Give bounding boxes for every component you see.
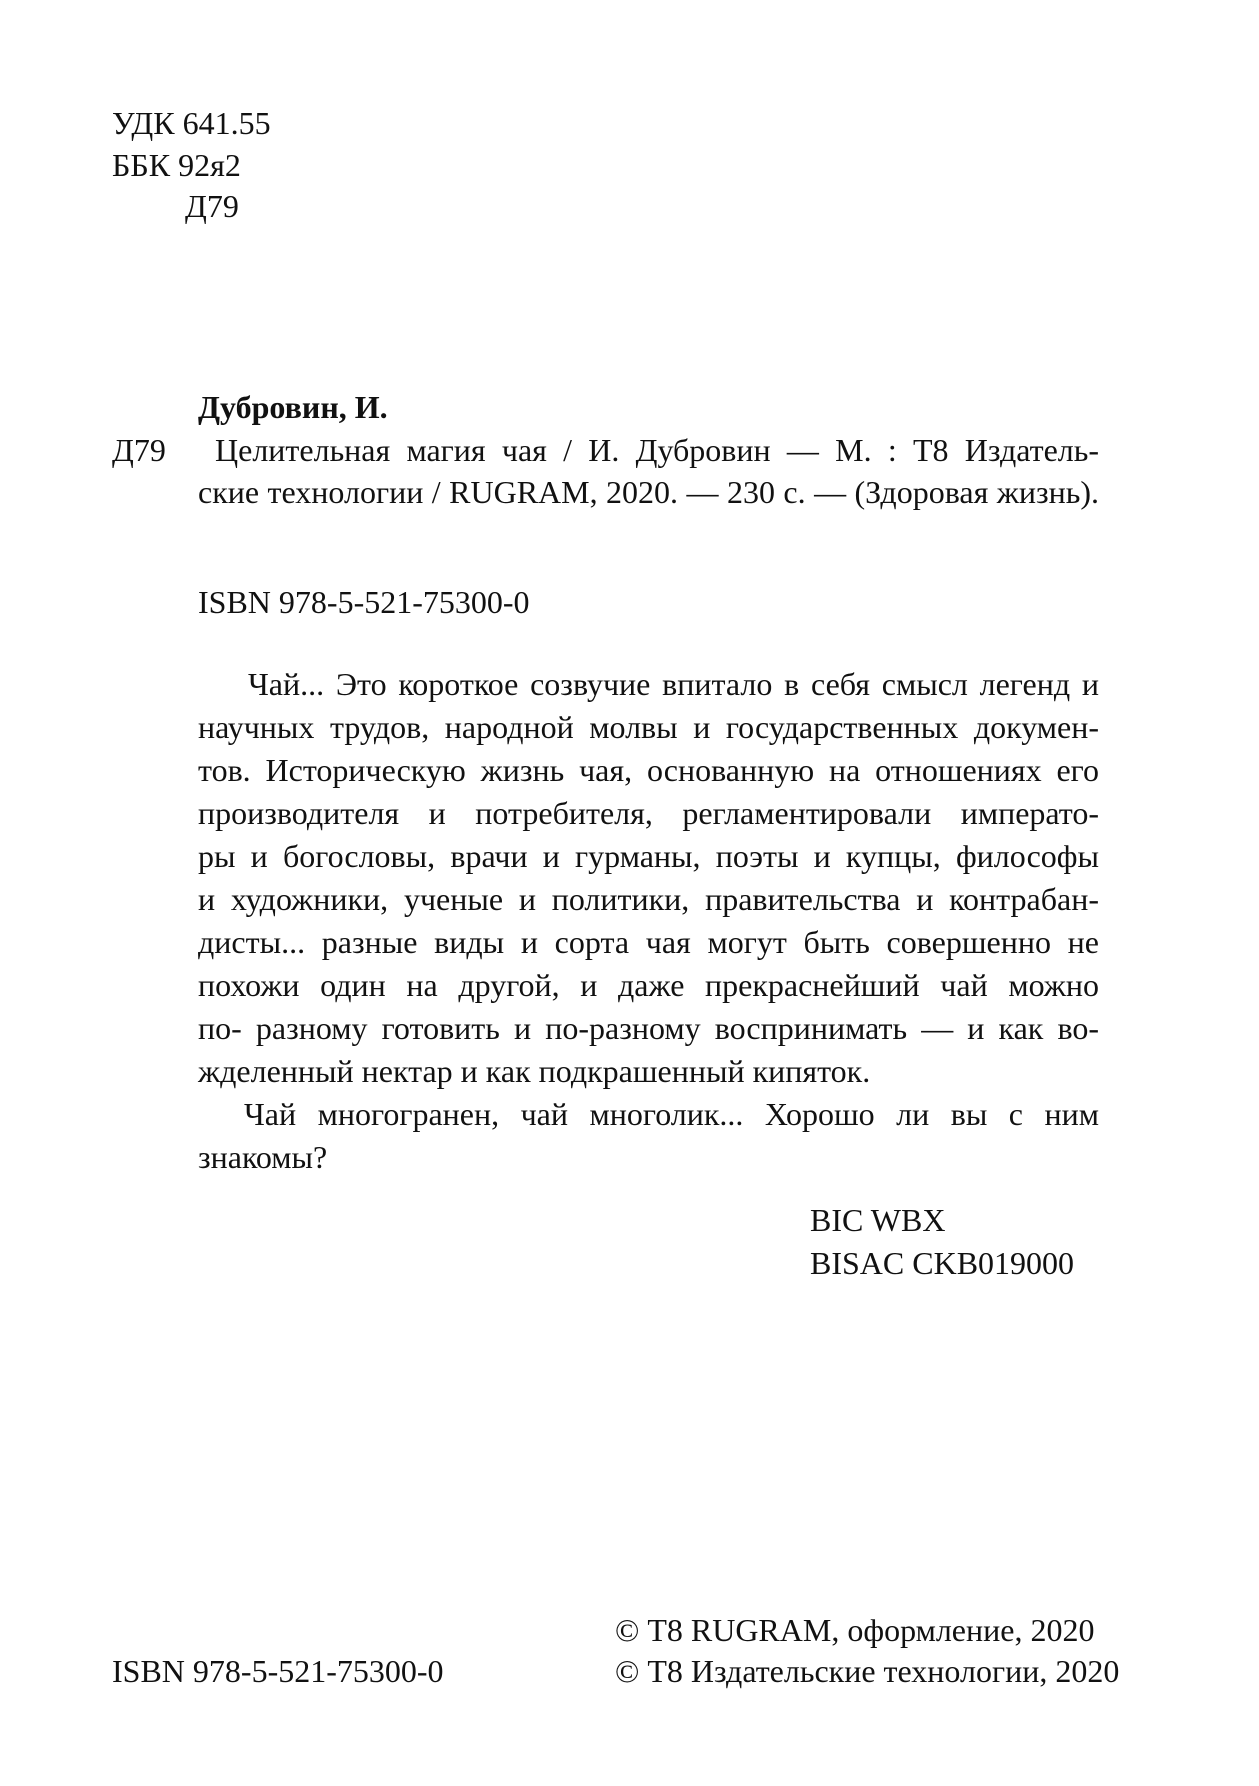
annotation [198, 664, 1099, 1180]
bib-description-line: Целительная магия чая / И. Дубровин — М. : Т8 Издатель- [215, 432, 1099, 468]
copyright-line: © Т8 Издательские технологии, 2020 [615, 1653, 1120, 1689]
bib-description-line: ские технологии / RUGRAM, 2020. — 230 с. — (Здоровая жизнь). [198, 473, 1099, 510]
annotation-line: по- разному готовить и по-разному воспринимать — и как во- [198, 1010, 1099, 1046]
classification-codes [112, 103, 271, 228]
copyright-line: © Т8 RUGRAM, оформление, 2020 [615, 1612, 1095, 1648]
annotation-line: похожи один на другой, и даже прекраснейший чай можно [198, 967, 1099, 1003]
annotation-line: ры и богословы, врачи и гурманы, поэты и купцы, философы [198, 838, 1099, 874]
annotation-line: знакомы? [198, 1139, 328, 1175]
bic-code: BIC WBX [810, 1202, 946, 1238]
bbk-code: ББК 92я2 [112, 146, 241, 183]
annotation-line: тов. Историческую жизнь чая, основанную на отношениях его [198, 752, 1099, 788]
author-name: Дубровин, И. [198, 389, 388, 425]
annotation-line: жделенный нектар и как подкрашенный кипяток. [198, 1053, 871, 1089]
annotation-line: Чай... Это короткое созвучие впитало в себя смысл легенд и [248, 666, 1099, 702]
isbn-main: ISBN 978-5-521-75300-0 [198, 584, 530, 620]
annotation-line: Чай многогранен, чай многолик... Хорошо ли вы с ним [244, 1096, 1099, 1132]
copyright-notices [615, 1610, 1119, 1692]
author-sign: Д79 [185, 188, 239, 225]
annotation-line: производителя и потребителя, регламентировали императо- [198, 795, 1099, 831]
subject-codes [810, 1200, 1074, 1286]
bibliographic-description [198, 430, 1099, 513]
annotation-line: научных трудов, народной молвы и государственных докумен- [198, 709, 1099, 745]
annotation-line: и художники, ученые и политики, правительства и контрабан- [198, 881, 1099, 917]
isbn-footer: ISBN 978-5-521-75300-0 [112, 1653, 444, 1689]
udk-code: УДК 641.55 [112, 105, 271, 141]
annotation-line: дисты... разные виды и сорта чая могут быть совершенно не [198, 924, 1099, 960]
book-code: Д79 [112, 432, 166, 468]
bisac-code: BISAC CKB019000 [810, 1245, 1075, 1281]
